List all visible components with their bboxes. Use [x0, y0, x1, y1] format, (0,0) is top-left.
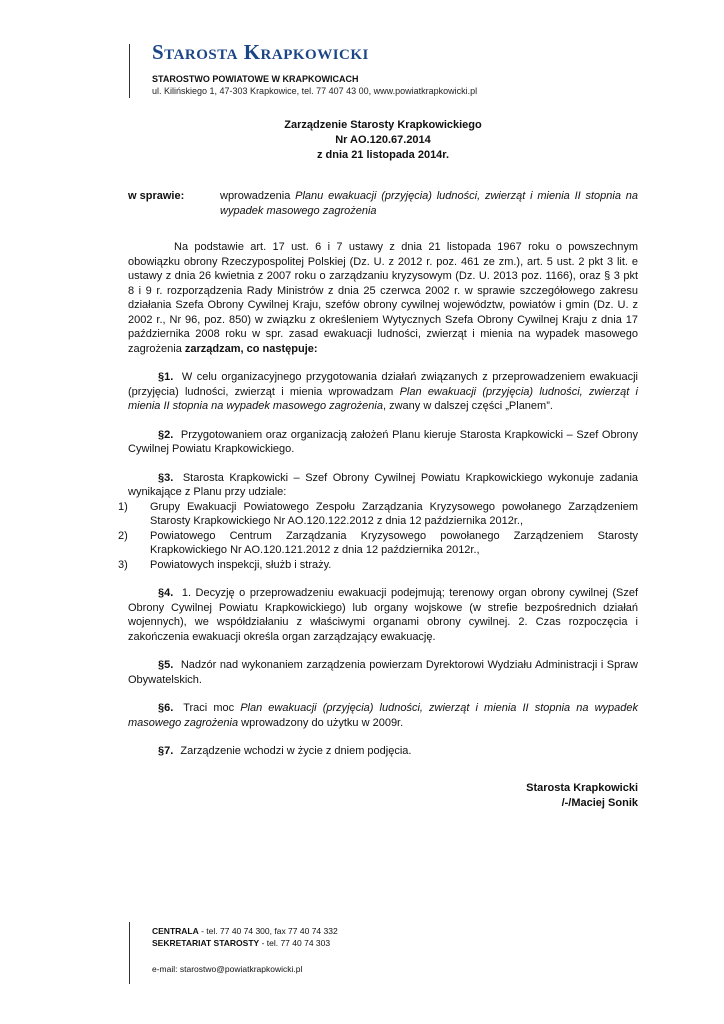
subject-text [220, 189, 638, 218]
footer-sekretariat-text: - tel. 77 40 74 303 [259, 938, 331, 948]
footer-centrala-label: CENTRALA [152, 926, 199, 936]
section-5 [128, 658, 638, 687]
section-5-text: Nadzór nad wykonaniem zarządzenia powierzam Dyrektorowi Wydziału Administracji i Spraw Obywatelskich. [128, 659, 638, 686]
section-6 [128, 701, 638, 730]
signature-name: /-/Maciej Sonik [561, 796, 638, 809]
signature-block [128, 781, 638, 811]
preamble-closing: zarządzam, co następuje: [184, 342, 318, 355]
section-1-text-b: , zwany w dalszej części „Planem”. [382, 400, 553, 412]
title-line-1: Zarządzenie Starosty Krapkowickiego [284, 119, 482, 131]
list-item-text: Grupy Ewakuacji Powiatowego Zespołu Zarządzania Kryzysowego powołanego Zarządzeniem Starosty Krapkowickiego Nr AO.120.122.2012 z dnia 12 października 2012r., [150, 500, 638, 527]
section-4-number: §4. [158, 587, 174, 599]
letterhead [152, 40, 672, 96]
subject-text-italic: Planu ewakuacji (przyjęcia) ludności, zwierząt i mienia II stopnia na wypadek masowego zagrożenia [220, 190, 638, 217]
section-3-text: Starosta Krapkowicki – Szef Obrony Cywilnej Powiatu Krapkowickiego wykonuje zadania wynikające z Planu przy udziale: [128, 471, 639, 498]
list-item-text: Powiatowego Centrum Zarządzania Kryzysowego powołanego Zarządzeniem Starosty Krapkowickiego Nr AO.120.121.2012 z dnia 12 października 2012r., [150, 529, 638, 556]
list-item-number: 2) [118, 529, 128, 542]
title-line-2: Nr AO.120.67.2014 [335, 134, 431, 146]
subject-label: w sprawie: [128, 190, 185, 202]
section-3-list [118, 500, 638, 573]
section-7-text: Zarządzenie wchodzi w życie z dniem podjęcia. [180, 745, 412, 757]
document-body [118, 118, 639, 811]
section-5-number: §5. [158, 659, 174, 671]
document-title [128, 118, 638, 163]
list-item-number: 1) [118, 500, 128, 513]
title-line-3: z dnia 21 listopada 2014r. [316, 149, 450, 161]
signature-title: Starosta Krapkowicki [526, 781, 638, 794]
section-1-text-a: W celu organizacyjnego przygotowania działań związanych z przeprowadzeniem ewakuacji (przyjęcia) ludności, zwierząt i mienia wprowadzam [128, 371, 638, 398]
section-6-text-italic: Plan ewakuacji (przyjęcia) ludności, zwierząt i mienia II stopnia na wypadek masowego zagrożenia [128, 702, 638, 729]
section-4-text: 1. Decyzję o przeprowadzeniu ewakuacji podejmują; terenowy organ obrony cywilnej (Szef Obrony Cywilnej Powiatu Krapkowickiego) lub organy wojskowe (w strefie bezpośrednich działań wojennych), we współdziałaniu z właściwymi organami obrony cywilnej. 2. Czas rozpoczęcia i zakończenia ewakuacji określa organ zarządzający ewakuację. [128, 587, 638, 643]
list-item [118, 558, 638, 573]
logo-text: Starosta Krapkowicki [152, 40, 369, 64]
section-3-number: §3. [158, 471, 174, 484]
section-2-number: §2. [158, 428, 174, 441]
section-6-text-b: wprowadzony do użytku w 2009r. [238, 716, 404, 729]
footer-divider-line [129, 922, 130, 984]
header-divider-line [129, 44, 130, 98]
office-address: ul. Kilińskiego 1, 47-303 Krapkowice, tel. 77 407 43 00, www.powiatkrapkowicki.pl [152, 86, 478, 96]
preamble-text: Na podstawie art. 17 ust. 6 i 7 ustawy z dnia 21 listopada 1967 roku o powszechnym obowiązku obrony Rzeczypospolitej Polskiej (Dz. U. z 2012 r. poz. 461 ze zm.), art. 5 ust. 2 pkt 3 lit. e ustawy z dnia 26 kwietnia z 2007 roku o zarządzaniu kryzysowym (Dz. U. 2013 poz. 1166), oraz § 3 pkt 8 i 9 r. rozporządzenia Rady Ministrów z dnia 25 czerwca 2002 r. w sprawie szczegółowego zakresu działania Szefa Obrony Cywilnej Kraju, szefów obrony cywilnej województw, powiatów i gmin (Dz. U. z 2002 r., Nr 96, poz. 850) w związku z określeniem Wytycznych Szefa Obrony Cywilnej Kraju z dnia 17 października 2008 roku w spr. zasad ewakuacji ludności, zwierząt i mienia na wypadek masowego zagrożenia [128, 241, 638, 355]
section-7-number: §7. [158, 745, 174, 757]
list-item [118, 500, 638, 529]
list-item-text: Powiatowych inspekcji, służb i straży. [150, 558, 332, 571]
section-3 [128, 471, 638, 500]
office-name: STAROSTWO POWIATOWE W KRAPKOWICACH [152, 74, 359, 84]
preamble [128, 240, 638, 356]
footer-sekretariat [152, 937, 338, 949]
footer-sekretariat-label: SEKRETARIAT STAROSTY [152, 938, 260, 948]
section-4 [128, 586, 638, 644]
section-1-number: §1. [158, 371, 174, 383]
list-item-number: 3) [118, 558, 128, 571]
section-2 [128, 428, 638, 457]
footer [152, 925, 338, 975]
subject-block [128, 189, 638, 218]
subject-text-plain: wprowadzenia [220, 190, 296, 202]
section-1-text-italic: Plan ewakuacji (przyjęcia) ludności, zwierząt i mienia II stopnia na wypadek masowego zagrożenia [128, 385, 638, 412]
section-1 [128, 370, 638, 414]
section-6-number: §6. [158, 702, 174, 714]
footer-email: e-mail: starostwo@powiatkrapkowicki.pl [152, 964, 303, 974]
list-item [118, 529, 638, 558]
section-6-text-a: Traci moc [183, 702, 241, 714]
section-7 [128, 744, 638, 759]
footer-centrala-text: - tel. 77 40 74 300, fax 77 40 74 332 [198, 926, 338, 936]
footer-centrala [152, 925, 338, 937]
section-2-text: Przygotowaniem oraz organizacją założeń Planu kieruje Starosta Krapkowicki – Szef Obrony Cywilnej Powiatu Krapkowickiego. [128, 428, 638, 455]
